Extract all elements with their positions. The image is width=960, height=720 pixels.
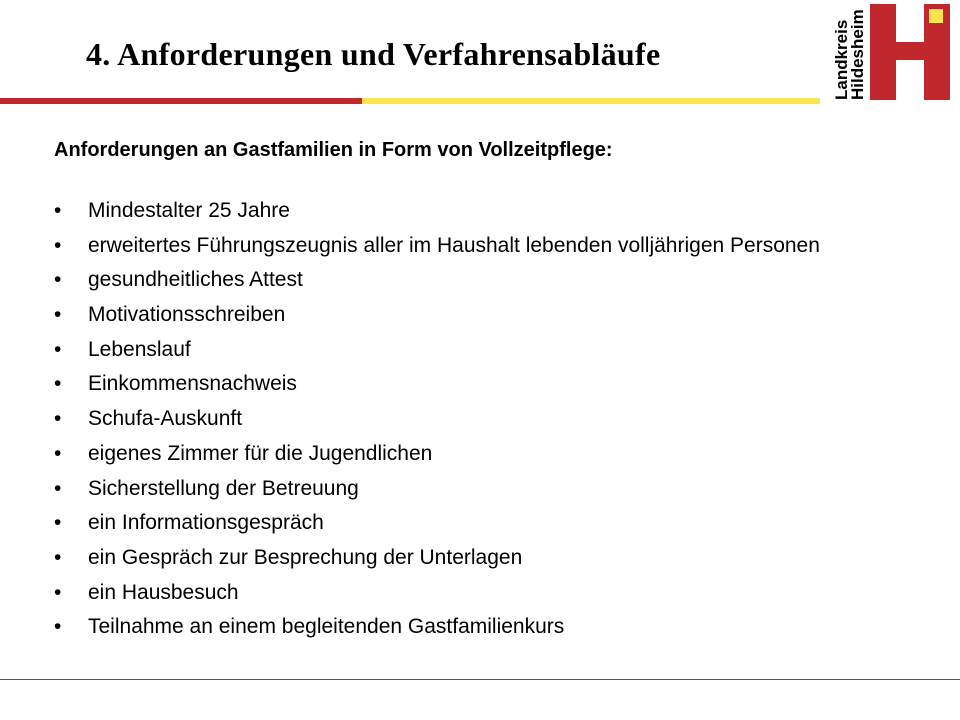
logo-yellow-square — [929, 9, 943, 23]
section-subheading: Anforderungen an Gastfamilien in Form von Vollzeitpflege: — [54, 139, 613, 161]
slide-title: 4. Anforderungen und Verfahrensabläufe — [86, 36, 661, 72]
landkreis-hildesheim-logo — [820, 0, 960, 104]
list-item: • Lebenslauf — [54, 339, 914, 361]
requirements-list — [54, 200, 914, 651]
list-item: • Schufa-Auskunft — [54, 408, 914, 430]
list-item: • Einkommensnachweis — [54, 373, 914, 395]
logo-text-hildesheim: Hildesheim — [848, 9, 867, 100]
list-item: • Mindestalter 25 Jahre — [54, 200, 914, 222]
list-item: • ein Informationsgespräch — [54, 512, 914, 534]
title-rule-red — [0, 98, 362, 104]
list-item: • Motivationsschreiben — [54, 304, 914, 326]
list-item: • Teilnahme an einem begleitenden Gastfamilienkurs — [54, 616, 914, 638]
footer-rule — [0, 679, 960, 680]
list-item: • erweitertes Führungszeugnis aller im Haushalt lebenden volljährigen Personen — [54, 235, 914, 257]
logo-text-landkreis: Landkreis — [832, 19, 851, 100]
list-item: • eigenes Zimmer für die Jugendlichen — [54, 443, 914, 465]
list-item: • Sicherstellung der Betreuung — [54, 478, 914, 500]
list-item: • ein Gespräch zur Besprechung der Unterlagen — [54, 547, 914, 569]
list-item: • ein Hausbesuch — [54, 582, 914, 604]
list-item: • gesundheitliches Attest — [54, 269, 914, 291]
title-rule-yellow — [362, 98, 820, 104]
